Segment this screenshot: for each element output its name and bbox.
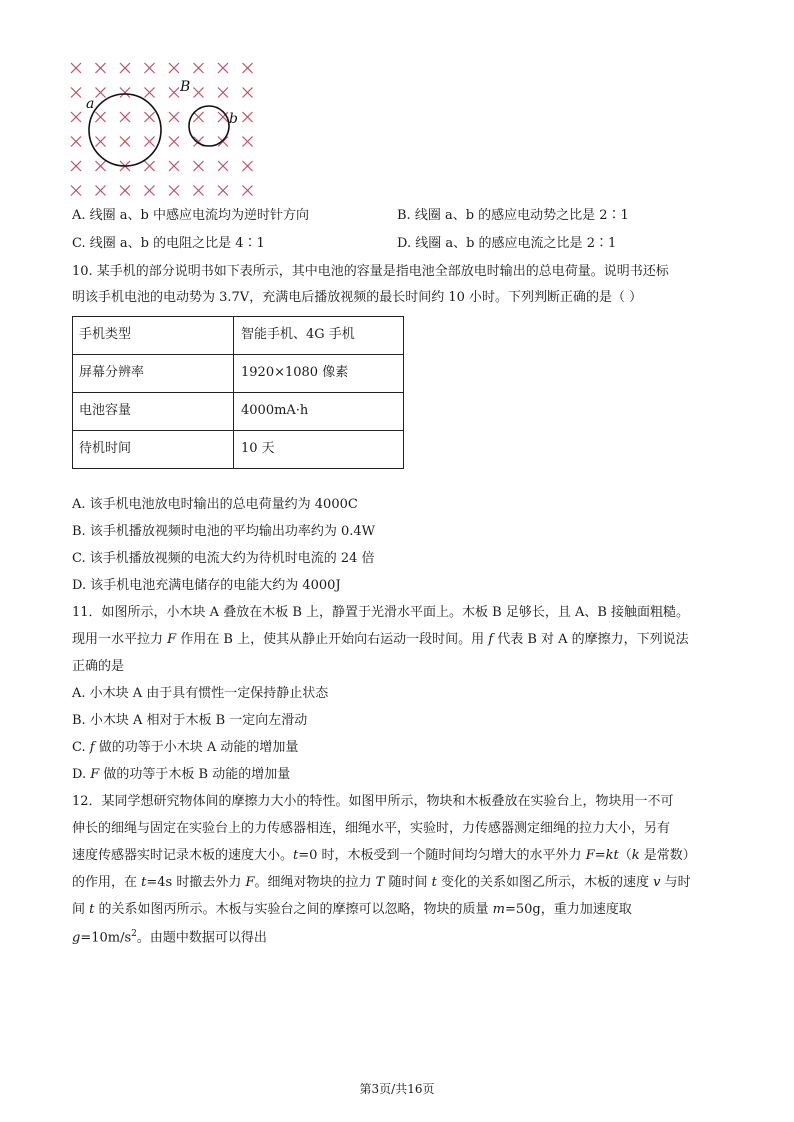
field-cross bbox=[218, 161, 228, 171]
field-cross bbox=[169, 88, 179, 98]
field-cross bbox=[120, 112, 130, 122]
table-row bbox=[73, 317, 404, 355]
field-cross bbox=[120, 186, 130, 196]
q12-stem-line1: 12．某同学想研究物体间的摩擦力大小的特性。如图甲所示，物块和木板叠放在实验台上，物块用一不可 bbox=[72, 794, 674, 809]
q9-option-c: C. 线圈 a、b 的电阻之比是 4∶1 bbox=[72, 236, 265, 251]
q11-stem-line3: 正确的是 bbox=[72, 659, 125, 674]
q10-stem-line2: 明该手机电池的电动势为 3.7V，充满电后播放视频的最长时间约 10 小时。下列判断正确的是（ ） bbox=[72, 290, 643, 305]
field-cross bbox=[243, 88, 253, 98]
q11-option-d: D. F 做的功等于木板 B 动能的增加量 bbox=[72, 767, 291, 782]
table-cell: 智能手机、4G 手机 bbox=[234, 317, 404, 355]
magnetic-field-figure bbox=[64, 56, 260, 202]
field-cross bbox=[71, 63, 81, 73]
field-cross bbox=[218, 186, 228, 196]
phone-spec-table bbox=[72, 316, 404, 469]
field-cross bbox=[145, 88, 155, 98]
q12-stem-line6: $g=10m/s^2$。由题中数据可以得出 bbox=[72, 929, 267, 946]
field-cross bbox=[71, 161, 81, 171]
table-row bbox=[73, 355, 404, 393]
coil-b bbox=[189, 106, 229, 146]
table-cell: 电池容量 bbox=[73, 393, 234, 431]
field-cross bbox=[145, 112, 155, 122]
field-cross bbox=[218, 137, 228, 147]
field-cross bbox=[243, 112, 253, 122]
field-cross bbox=[169, 161, 179, 171]
field-cross bbox=[71, 186, 81, 196]
q12-stem-line5: 间 t 的关系如图丙所示。木板与实验台之间的摩擦可以忽略，物块的质量 m=50g，重力加速度取 bbox=[72, 902, 632, 917]
field-cross bbox=[71, 112, 81, 122]
field-cross bbox=[169, 186, 179, 196]
q11-option-b: B. 小木块 A 相对于木板 B 一定向左滑动 bbox=[72, 713, 308, 728]
field-cross bbox=[169, 112, 179, 122]
q11-option-a: A. 小木块 A 由于具有惯性一定保持静止状态 bbox=[72, 686, 329, 701]
table-cell: 屏幕分辨率 bbox=[73, 355, 234, 393]
field-cross bbox=[194, 186, 204, 196]
label-a: a bbox=[86, 96, 95, 112]
field-cross bbox=[120, 137, 130, 147]
field-cross bbox=[145, 161, 155, 171]
q11-option-c: C. f 做的功等于小木块 A 动能的增加量 bbox=[72, 740, 299, 755]
q10-option-c: C. 该手机播放视频的电流大约为待机时电流的 24 倍 bbox=[72, 551, 375, 566]
field-cross bbox=[145, 63, 155, 73]
q10-option-b: B. 该手机播放视频时电池的平均输出功率约为 0.4W bbox=[72, 524, 375, 539]
field-cross bbox=[194, 63, 204, 73]
field-cross bbox=[169, 63, 179, 73]
field-cross bbox=[96, 186, 106, 196]
table-cell: 1920×1080 像素 bbox=[234, 355, 404, 393]
table-cell: 待机时间 bbox=[73, 431, 234, 469]
field-cross bbox=[145, 186, 155, 196]
field-cross bbox=[218, 88, 228, 98]
q12-stem-line2: 伸长的细绳与固定在实验台上的力传感器相连，细绳水平，实验时，力传感器测定细绳的拉力大小，另有 bbox=[72, 821, 671, 836]
field-cross bbox=[96, 137, 106, 147]
table-row bbox=[73, 431, 404, 469]
label-b: b bbox=[229, 111, 238, 127]
field-cross bbox=[194, 112, 204, 122]
q9-option-b: B. 线圈 a、b 的感应电动势之比是 2∶1 bbox=[397, 208, 629, 223]
q9-option-d: D. 线圈 a、b 的感应电流之比是 2∶1 bbox=[397, 236, 617, 251]
field-cross bbox=[194, 88, 204, 98]
q11-stem-line1: 11．如图所示，小木块 A 叠放在木板 B 上，静置于光滑水平面上。木板 B 足够长，且 A、B 接触面粗糙。 bbox=[72, 605, 690, 620]
table-cell: 10 天 bbox=[234, 431, 404, 469]
q9-option-a: A. 线圈 a、b 中感应电流均为逆时针方向 bbox=[72, 208, 309, 223]
table-cell: 4000mA·h bbox=[234, 393, 404, 431]
field-cross bbox=[243, 161, 253, 171]
table-cell: 手机类型 bbox=[73, 317, 234, 355]
field-cross bbox=[243, 137, 253, 147]
field-cross bbox=[145, 137, 155, 147]
page-number: 第3页/共16页 bbox=[359, 1082, 435, 1096]
field-cross bbox=[120, 88, 130, 98]
q10-stem-line1: 10. 某手机的部分说明书如下表所示，其中电池的容量是指电池全部放电时输出的总电荷量。说明书还标 bbox=[72, 264, 669, 279]
q12-stem-line4: 的作用，在 t=4s 时撤去外力 F。细绳对物块的拉力 T 随时间 t 变化的关系如图乙所示，木板的速度 v 与时 bbox=[72, 875, 691, 890]
q11-stem-line2: 现用一水平拉力 F 作用在 B 上，使其从静止开始向右运动一段时间。用 f 代表 B 对 A 的摩擦力，下列说法 bbox=[72, 632, 689, 647]
coil-a bbox=[89, 94, 161, 166]
field-cross bbox=[243, 186, 253, 196]
q10-option-d: D. 该手机电池充满电储存的电能大约为 4000J bbox=[72, 578, 341, 593]
field-cross bbox=[96, 161, 106, 171]
field-cross bbox=[96, 63, 106, 73]
field-cross bbox=[120, 63, 130, 73]
field-cross bbox=[218, 63, 228, 73]
field-cross bbox=[169, 137, 179, 147]
field-cross bbox=[243, 63, 253, 73]
field-cross bbox=[194, 161, 204, 171]
field-cross bbox=[96, 88, 106, 98]
q12-stem-line3: 速度传感器实时记录木板的速度大小。t=0 时，木板受到一个随时间均匀增大的水平外力 F=kt（k 是常数） bbox=[72, 848, 696, 863]
field-cross bbox=[96, 112, 106, 122]
field-cross bbox=[71, 88, 81, 98]
label-B: B bbox=[180, 79, 191, 95]
table-row bbox=[73, 393, 404, 431]
q10-option-a: A. 该手机电池放电时输出的总电荷量约为 4000C bbox=[72, 497, 358, 512]
field-cross bbox=[71, 137, 81, 147]
